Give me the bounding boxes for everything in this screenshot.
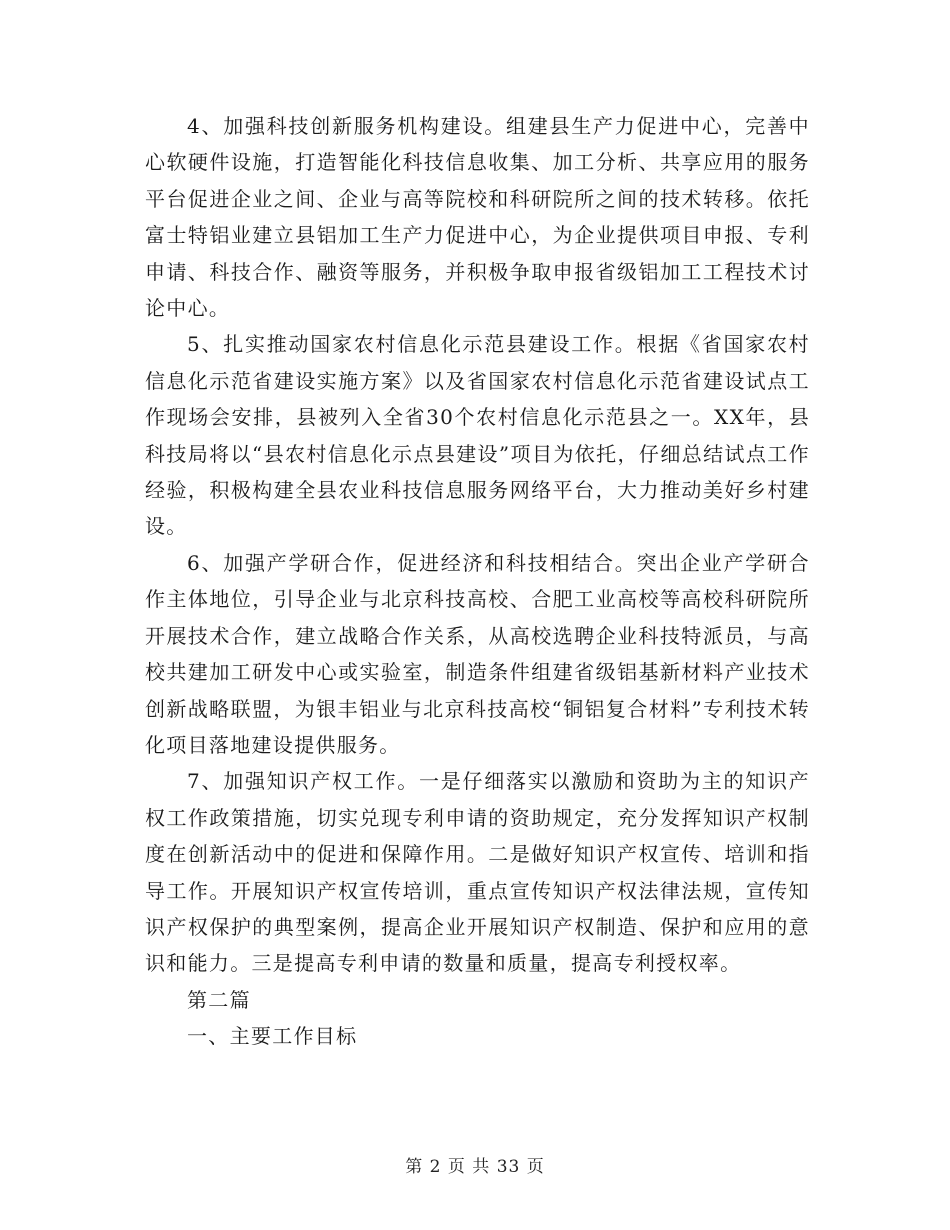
document-body [145, 108, 810, 1055]
subsection-heading: 一、主要工作目标 [187, 1024, 358, 1049]
page-number-footer: 第 2 页 共 33 页 [405, 1157, 545, 1177]
paragraph-item-6: 6、加强产学研合作，促进经济和科技相结合。突出企业产学研合作主体地位，引导企业与北京科技高校、合肥工业高校等高校科研院所开展技术合作，建立战略合作关系，从高校选聘企业科技特派员，与高校共建加工研发中心或实验室，制造条件组建省级铝基新材料产业技术创新战略联盟，为银丰铝业与北京科技高校“铜铝复合材料”专利技术转化项目落地建设提供服务。 [145, 550, 810, 757]
paragraph-item-7: 7、加强知识产权工作。一是仔细落实以激励和资助为主的知识产权工作政策措施，切实兑现专利申请的资助规定，充分发挥知识产权制度在创新活动中的促进和保障作用。二是做好知识产权宣传、培训和指导工作。开展知识产权宣传培训，重点宣传知识产权法律法规，宣传知识产权保护的典型案例，提高企业开展知识产权制造、保护和应用的意识和能力。三是提高专利申请的数量和质量，提高专利授权率。 [145, 769, 810, 976]
section-heading: 第二篇 [187, 987, 251, 1012]
paragraph-item-4: 4、加强科技创新服务机构建设。组建县生产力促进中心，完善中心软硬件设施，打造智能化科技信息收集、加工分析、共享应用的服务平台促进企业之间、企业与高等院校和科研院所之间的技术转移。依托富士特铝业建立县铝加工生产力促进中心，为企业提供项目申报、专利申请、科技合作、融资等服务，并积极争取申报省级铝加工工程技术讨论中心。 [145, 114, 810, 321]
paragraph-item-5: 5、扎实推动国家农村信息化示范县建设工作。根据《省国家农村信息化示范省建设实施方案》以及省国家农村信息化示范省建设试点工作现场会安排，县被列入全省30个农村信息化示范县之一。XX年，县科技局将以“县农村信息化示点县建设”项目为依托，仔细总结试点工作经验，积极构建全县农业科技信息服务网络平台，大力推动美好乡村建设。 [145, 332, 810, 539]
